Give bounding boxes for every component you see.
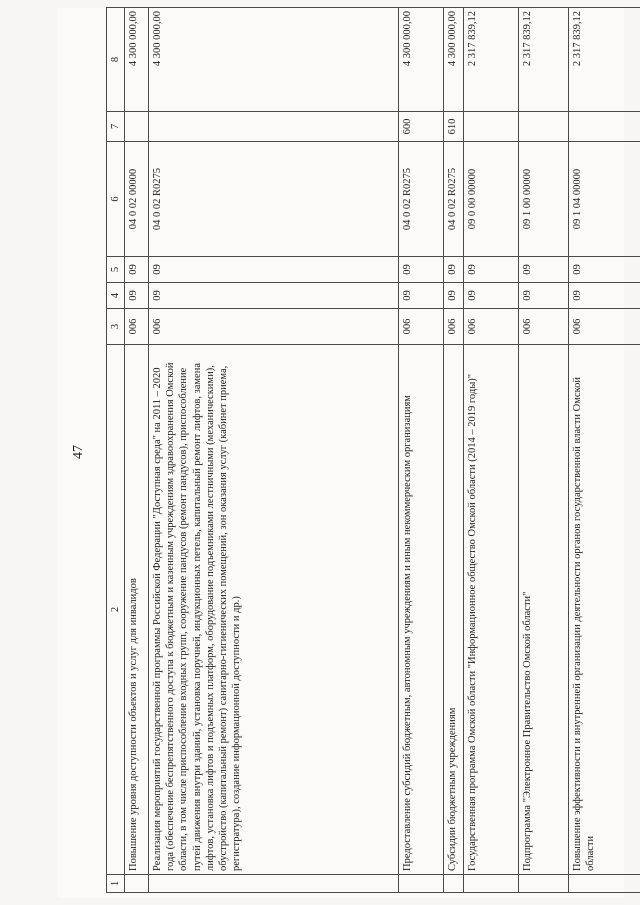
cell-code: 006 (464, 309, 519, 345)
cell-section: 09 (399, 283, 444, 309)
cell-index (569, 875, 640, 893)
table-row (125, 8, 149, 893)
budget-table-rotated (106, 8, 640, 893)
col-header-3: 3 (107, 309, 125, 345)
cell-description: Субсидии бюджетным учреждениям (444, 345, 464, 875)
cell-description: Подпрограмма "Электронное Правительство Омской области" (519, 345, 569, 875)
cell-section: 09 (125, 283, 149, 309)
scanned-page (58, 8, 624, 898)
cell-index (444, 875, 464, 893)
cell-index (399, 875, 444, 893)
cell-expense-type: 600 (399, 112, 444, 142)
col-header-1: 1 (107, 875, 125, 893)
table-row (569, 8, 640, 893)
page-number: 47 (71, 445, 86, 459)
cell-target-article: 09 0 00 00000 (464, 142, 519, 257)
budget-table (106, 7, 640, 893)
col-header-4: 4 (107, 283, 125, 309)
cell-target-article: 04 0 02 00000 (125, 142, 149, 257)
cell-amount: 2 317 839,12 (464, 8, 519, 112)
cell-target-article: 04 0 02 R0275 (399, 142, 444, 257)
cell-index (464, 875, 519, 893)
table-row (444, 8, 464, 893)
cell-amount: 4 300 000,00 (149, 8, 399, 112)
table-row (464, 8, 519, 893)
cell-description: Государственная программа Омской области "Информационное общество Омской области (2014 – 2019 годы)" (464, 345, 519, 875)
cell-description: Предоставление субсидий бюджетным, автономным учреждениям и иным некоммерческим организациям (399, 345, 444, 875)
cell-target-article: 04 0 02 R0275 (149, 142, 399, 257)
cell-expense-type (569, 112, 640, 142)
cell-code: 006 (519, 309, 569, 345)
cell-description: Повышение эффективности и внутренней организации деятельности органов государственной власти Омской области (569, 345, 640, 875)
cell-expense-type (519, 112, 569, 142)
cell-section: 09 (464, 283, 519, 309)
header-row (107, 8, 125, 893)
table-row (149, 8, 399, 893)
cell-section: 09 (149, 283, 399, 309)
cell-amount: 4 300 000,00 (399, 8, 444, 112)
cell-section: 09 (519, 283, 569, 309)
cell-amount: 2 317 839,12 (519, 8, 569, 112)
col-header-2: 2 (107, 345, 125, 875)
cell-code: 006 (399, 309, 444, 345)
col-header-8: 8 (107, 8, 125, 112)
cell-target-article: 09 1 00 00000 (519, 142, 569, 257)
cell-expense-type: 610 (444, 112, 464, 142)
col-header-5: 5 (107, 257, 125, 283)
cell-code: 006 (444, 309, 464, 345)
cell-code: 006 (149, 309, 399, 345)
cell-index (149, 875, 399, 893)
cell-subsection: 09 (399, 257, 444, 283)
cell-subsection: 09 (149, 257, 399, 283)
cell-target-article: 09 1 04 00000 (569, 142, 640, 257)
table-row (519, 8, 569, 893)
cell-expense-type (149, 112, 399, 142)
table-row (399, 8, 444, 893)
cell-subsection: 09 (519, 257, 569, 283)
cell-expense-type (125, 112, 149, 142)
cell-target-article: 04 0 02 R0275 (444, 142, 464, 257)
cell-expense-type (464, 112, 519, 142)
cell-index (519, 875, 569, 893)
cell-subsection: 09 (464, 257, 519, 283)
cell-subsection: 09 (125, 257, 149, 283)
cell-amount: 2 317 839,12 (569, 8, 640, 112)
cell-subsection: 09 (444, 257, 464, 283)
cell-section: 09 (444, 283, 464, 309)
cell-description: Реализация мероприятий государственной программы Российской Федерации "Доступная среда" на 2011 – 2020 года (обеспечение беспрепятственного доступа к бюджетным и казенным учреждениям здравоохранения Омской области, в том числе приспособление входных групп, сооружение пандусов (ремонт пандусов), приспособление путей движения внутри зданий, установка поручней, индукционных петель, капитальный ремонт лифтов, замена лифтов, установка лифтов и подъемных платформ, оборудование подъемниками лестничными (механическими), обустройство (капитальный ремонт) санитарно-гигиенических помещений, зон оказания услуг (кабинет приема, регистратура), создание информационной доступности и др.) (149, 345, 399, 875)
cell-amount: 4 300 000,00 (444, 8, 464, 112)
cell-section: 09 (569, 283, 640, 309)
col-header-6: 6 (107, 142, 125, 257)
col-header-7: 7 (107, 112, 125, 142)
cell-amount: 4 300 000,00 (125, 8, 149, 112)
cell-code: 006 (125, 309, 149, 345)
cell-subsection: 09 (569, 257, 640, 283)
cell-index (125, 875, 149, 893)
cell-description: Повышение уровня доступности объектов и услуг для инвалидов (125, 345, 149, 875)
cell-code: 006 (569, 309, 640, 345)
